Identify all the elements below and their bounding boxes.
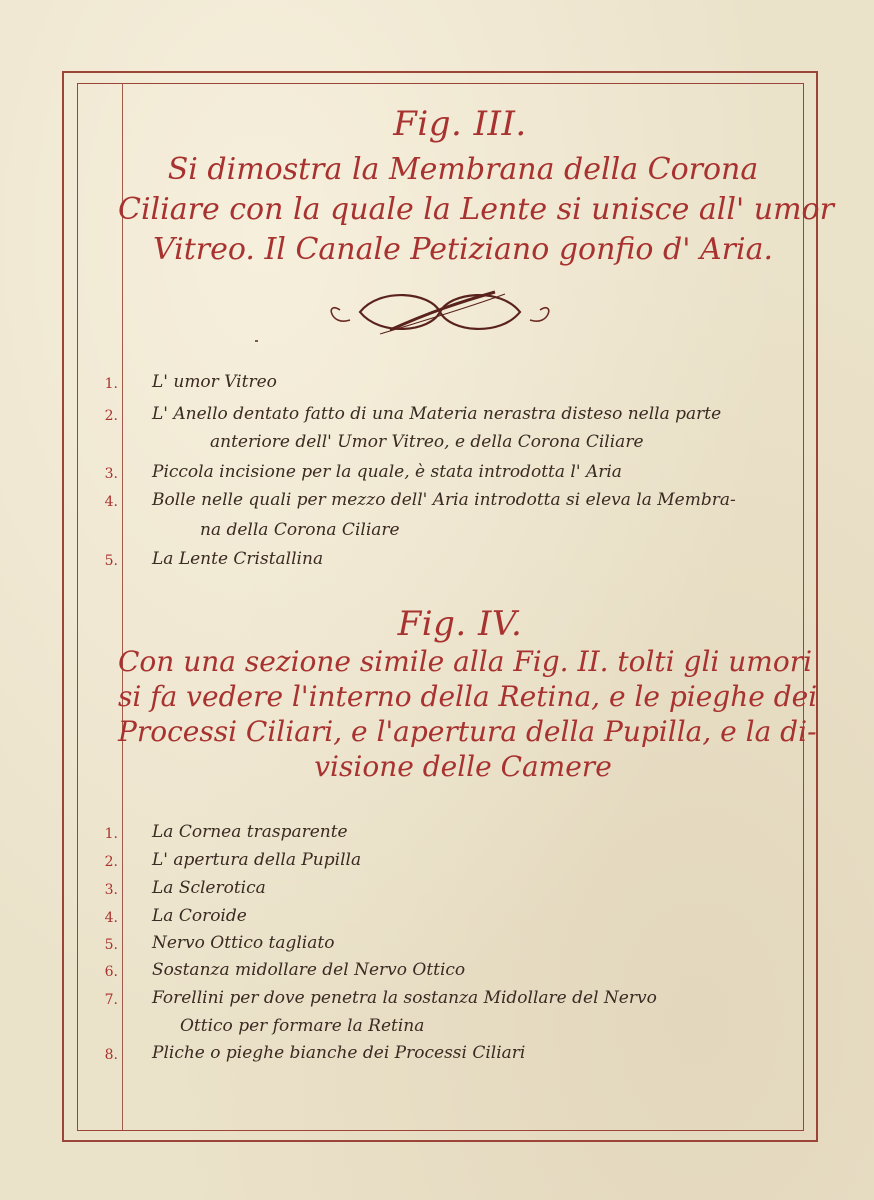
fig4-item-4-number: 4. — [104, 910, 118, 926]
fig3-item-2-text-cont: anteriore dell' Umor Vitreo, e della Corona Ciliare — [210, 432, 644, 452]
fig3-item-1-number: 1. — [104, 376, 118, 392]
fig4-item-6-number: 6. — [104, 964, 118, 980]
fig4-item-5-text: Nervo Ottico tagliato — [152, 933, 335, 953]
fig3-item-5-number: 5. — [104, 553, 118, 569]
fig3-item-4-text-cont: na della Corona Ciliare — [200, 520, 400, 540]
fig4-caption-line-1: Con una sezione simile alla Fig. II. tolti gli umori — [118, 645, 813, 678]
fig3-item-3-text: Piccola incisione per la quale, è stata introdotta l' Aria — [152, 462, 622, 482]
fig4-item-7-text: Forellini per dove penetra la sostanza Midollare del Nervo — [152, 988, 657, 1008]
fig3-title: Fig. III. — [393, 104, 527, 144]
fig3-item-4-text: Bolle nelle quali per mezzo dell' Aria introdotta si eleva la Membra- — [152, 490, 736, 510]
fig4-item-2-number: 2. — [104, 854, 118, 870]
fig4-item-8-number: 8. — [104, 1047, 118, 1063]
fig4-item-3-number: 3. — [104, 882, 118, 898]
fig4-item-1-text: La Cornea trasparente — [152, 822, 348, 842]
fig4-item-4-text: La Coroide — [152, 906, 247, 926]
fig3-caption-line-1: Si dimostra la Membrana della Corona — [167, 152, 759, 187]
fig3-item-2-text: L' Anello dentato fatto di una Materia nerastra disteso nella parte — [152, 404, 722, 424]
fig4-caption-line-3: Processi Ciliari, e l'apertura della Pupilla, e la di- — [118, 715, 817, 748]
fig3-caption-line-3: Vitreo. Il Canale Petiziano gonfio d' Aria. — [152, 232, 774, 267]
fig3-item-4-number: 4. — [104, 494, 118, 510]
fig4-item-2-text: L' apertura della Pupilla — [152, 850, 362, 870]
fig4-item-3-text: La Sclerotica — [152, 878, 266, 898]
fig4-caption-line-4: visione delle Camere — [314, 750, 612, 783]
fig4-caption — [118, 644, 818, 784]
fig3-item-5-text: La Lente Cristallina — [152, 549, 324, 569]
fig3-item-3-number: 3. — [104, 466, 118, 482]
fig4-caption-line-2: si fa vedere l'interno della Retina, e le pieghe dei — [118, 680, 818, 713]
fig4-item-6-text: Sostanza midollare del Nervo Ottico — [152, 960, 466, 980]
fig3-item-1-text: L' umor Vitreo — [152, 372, 277, 392]
fig4-item-7-text-cont: Ottico per formare la Retina — [180, 1016, 425, 1036]
fig4-item-5-number: 5. — [104, 937, 118, 953]
fig4-item-7-number: 7. — [104, 992, 118, 1008]
fig4-item-1-number: 1. — [104, 826, 118, 842]
fig4-title: Fig. IV. — [397, 604, 523, 644]
ink-dot — [255, 340, 258, 342]
fig4-item-8-text: Pliche o pieghe bianche dei Processi Ciliari — [152, 1043, 526, 1063]
fig3-item-2-number: 2. — [104, 408, 118, 424]
fig3-caption-line-2: Ciliare con la quale la Lente si unisce all' umor — [118, 192, 834, 227]
fig3-caption — [118, 150, 834, 270]
calligraphic-flourish-icon — [320, 282, 560, 342]
